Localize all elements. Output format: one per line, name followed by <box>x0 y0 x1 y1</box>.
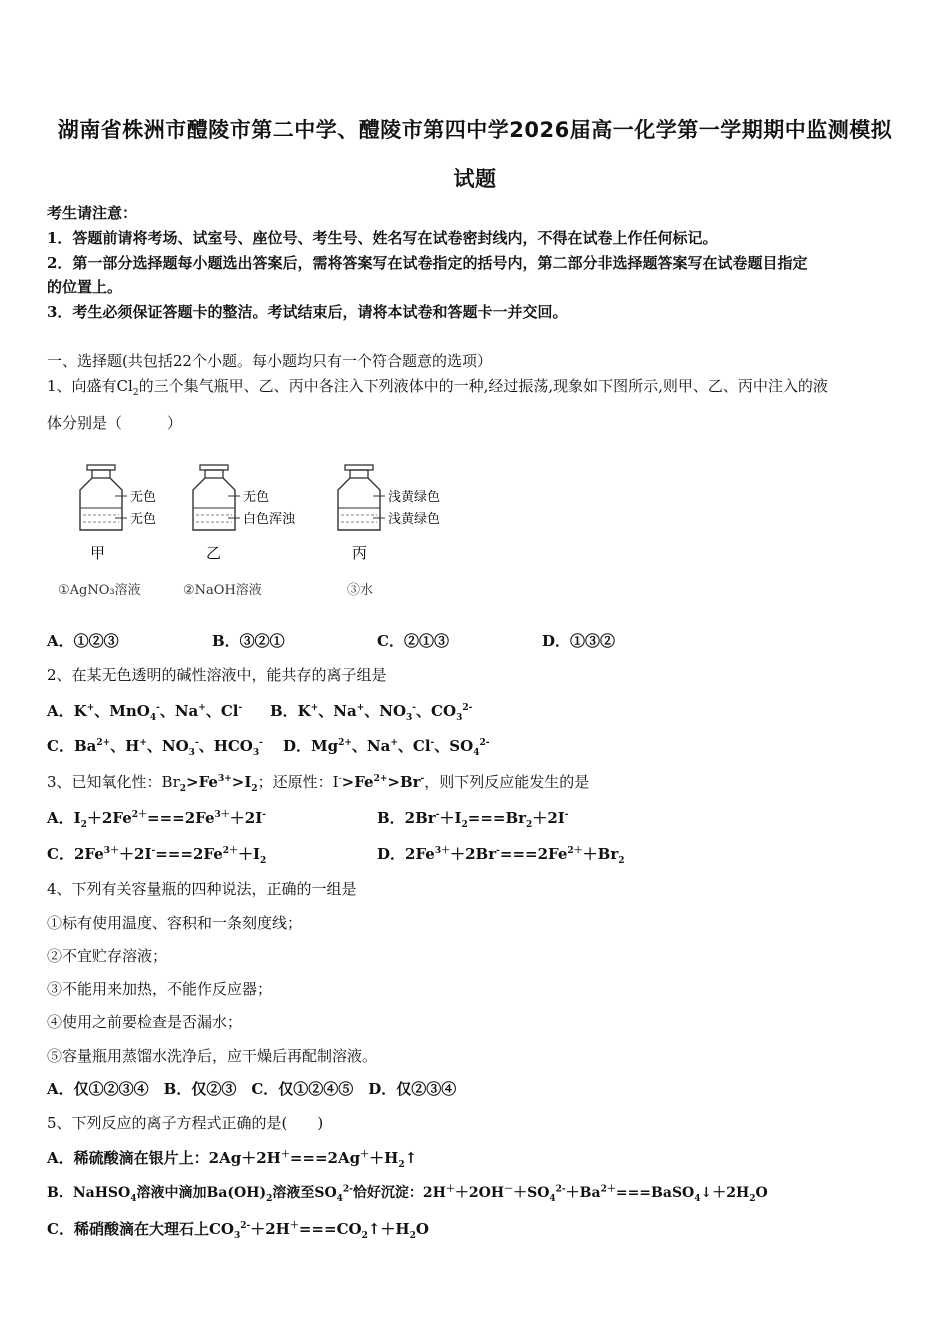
q5-option-c[interactable]: C．稀硝酸滴在大理石上$CO_3^{2-}+2H^+===CO_2↑+H_2O$ <box>47 1220 429 1241</box>
q2-option-a[interactable]: A．K+、MnO$_4$-、Na+、Cl- <box>47 702 243 723</box>
bottle-bing-lower-label: 浅黄绿色 <box>388 512 441 527</box>
bottle-bing-upper-label: 浅黄绿色 <box>388 490 441 505</box>
bottle-jia-upper-label: 无色 <box>130 490 157 505</box>
bottle-jia-lower-label: 无色 <box>130 512 157 527</box>
q1-option-a[interactable]: A．①②③ <box>47 632 119 650</box>
q2-option-b[interactable]: B．K+、Na+、$NO_3^-$、$CO_3^{2-}$ <box>270 702 473 723</box>
q1-option-b[interactable]: B．③②① <box>212 632 285 650</box>
q4-statement-1: ①标有使用温度、容积和一条刻度线； <box>47 914 303 932</box>
q4-options[interactable]: A．仅①②③④ B．仅②③ C．仅①②④⑤ D．仅②③④ <box>47 1080 457 1098</box>
q1-option-c[interactable]: C．②①③ <box>377 632 449 650</box>
bottle-bing-name: 丙 <box>352 544 368 562</box>
bottle-jia <box>58 465 156 598</box>
q3-option-a[interactable]: A．$I_2+2Fe^{2+}===2Fe^{3+}+2I^-$ <box>47 809 266 830</box>
q1-bottles-figure <box>55 460 475 610</box>
q5-option-a[interactable]: A．稀硫酸滴在银片上：$2Ag+2H^+===2Ag^++H_2↑$ <box>47 1149 418 1170</box>
bottle-bing <box>338 465 440 598</box>
q3-option-c[interactable]: C．$2Fe^{3+}+2I^-===2Fe^{2+}+I_2$ <box>47 845 267 866</box>
bottle-yi-lower-label: 白色浑浊 <box>243 512 296 527</box>
q5-stem: 5、下列反应的离子方程式正确的是( ) <box>47 1114 324 1132</box>
q4-statement-2: ②不宜贮存溶液； <box>47 947 168 965</box>
reagent-3-label: ③水 <box>347 583 374 598</box>
q2-option-c[interactable]: C．$Ba^{2+}$、H+、$NO_3^-$、$HCO_3^-$ <box>47 737 263 758</box>
notice-item-3: 3．考生必须保证答题卡的整洁。考试结束后，请将本试卷和答题卡一并交回。 <box>47 303 568 321</box>
q4-statement-4: ④使用之前要检查是否漏水； <box>47 1013 243 1031</box>
bottle-yi-upper-label: 无色 <box>243 490 270 505</box>
bottle-jia-name: 甲 <box>90 544 106 562</box>
q5-option-b[interactable]: B．NaHSO$_4$溶液中滴加$Ba(OH)_2$溶液至$SO_4^{2-}$恰好沉淀：$2H^++2OH^-+SO_4^{2-}+Ba^{2+}===BaSO_4↓+2H_2O$ <box>47 1184 768 1204</box>
q3-stem: 3、已知氧化性：$Br_2>Fe^{3+}>I_2$；还原性：$I^->Fe^{2+}>Br^-$，则下列反应能发生的是 <box>47 773 590 794</box>
q2-option-d[interactable]: D．$Mg^{2+}$、Na+、Cl-、$SO_4^{2-}$ <box>283 737 490 758</box>
notice-item-1: 1．答题前请将考场、试室号、座位号、考生号、姓名写在试卷密封线内，不得在试卷上作任何标记。 <box>47 229 718 247</box>
notice-item-2a: 2．第一部分选择题每小题选出答案后，需将答案写在试卷指定的括号内，第二部分非选择题答案写在试卷题目指定 <box>47 254 808 272</box>
q3-option-b[interactable]: B．$2Br^-+I_2===Br_2+2I^-$ <box>377 809 569 830</box>
bottle-yi-name: 乙 <box>206 544 222 562</box>
reagent-1-label: ①AgNO₃溶液 <box>58 583 141 598</box>
bottle-yi <box>183 465 296 598</box>
section-heading: 一、选择题(共包括22个小题。每小题均只有一个符合题意的选项） <box>47 352 492 370</box>
q4-statement-5: ⑤容量瓶用蒸馏水洗净后，应干燥后再配制溶液。 <box>47 1047 378 1065</box>
q1-stem-line1: 1、向盛有$Cl_2$的三个集气瓶甲、乙、丙中各注入下列液体中的一种,经过振荡,现象如下图所示,则甲、乙、丙中注入的液 <box>47 377 828 398</box>
notice-heading: 考生请注意： <box>47 204 138 222</box>
reagent-2-label: ②NaOH溶液 <box>183 583 262 598</box>
q2-stem: 2、在某无色透明的碱性溶液中，能共存的离子组是 <box>47 666 387 684</box>
notice-item-2b: 的位置上。 <box>47 278 123 296</box>
exam-title-line2: 试题 <box>453 167 497 191</box>
q4-stem: 4、下列有关容量瓶的四种说法，正确的一组是 <box>47 880 357 898</box>
q1-option-d[interactable]: D．①③② <box>542 632 616 650</box>
exam-title-line1: 湖南省株洲市醴陵市第二中学、醴陵市第四中学2026届高一化学第一学期期中监测模拟 <box>57 118 893 142</box>
q1-stem-line2: 体分别是（ ） <box>47 414 183 432</box>
q3-option-d[interactable]: D．$2Fe^{3+}+2Br^-===2Fe^{2+}+Br_2$ <box>377 845 625 866</box>
q4-statement-3: ③不能用来加热，不能作反应器； <box>47 980 273 998</box>
